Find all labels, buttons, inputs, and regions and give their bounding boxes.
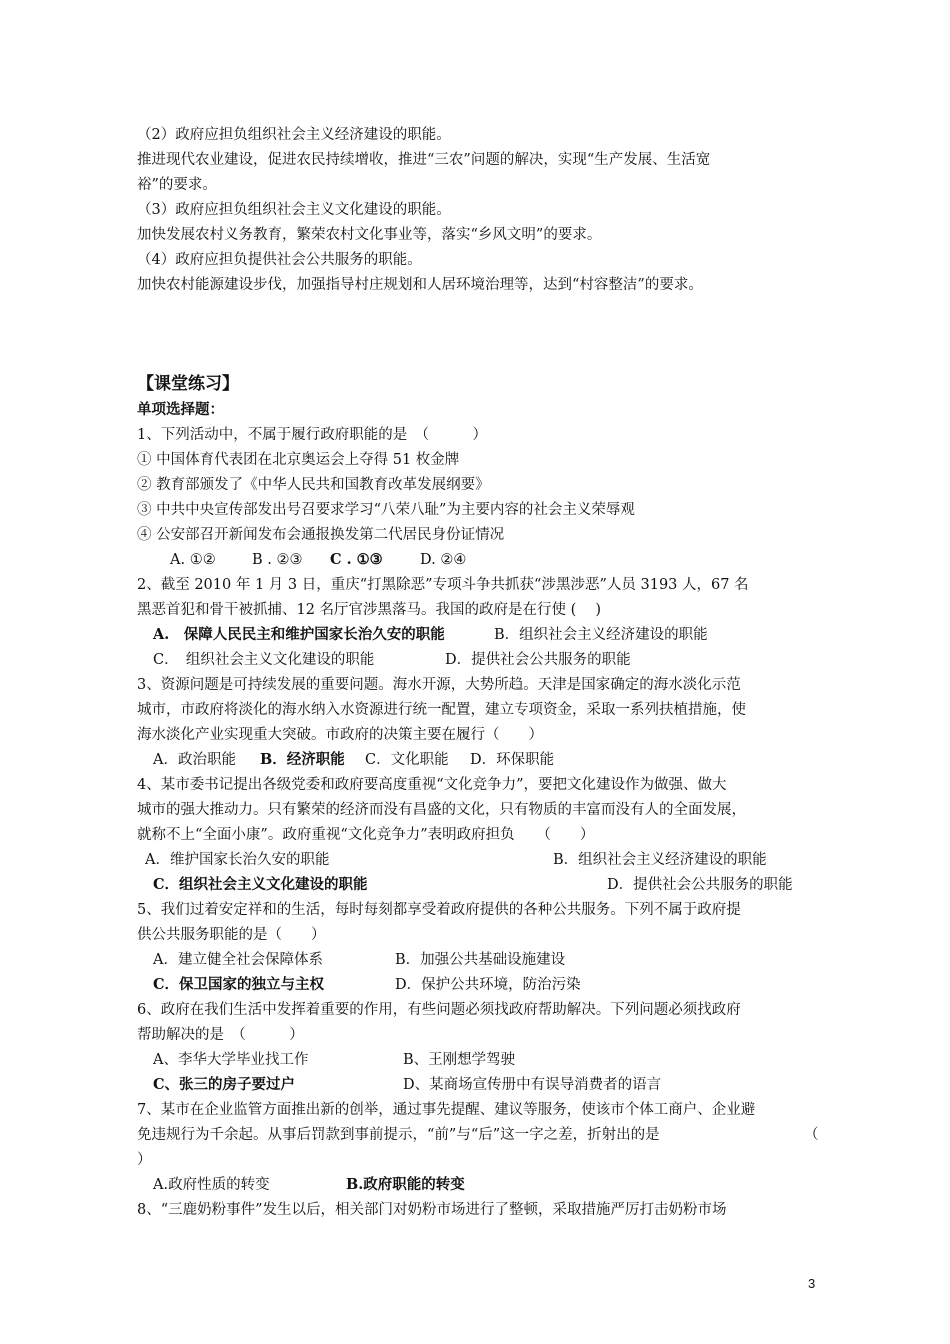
question-7-paren-close: ） [137, 1152, 152, 1168]
question-4-option-a: A．维护国家长治久安的职能 [145, 852, 330, 868]
question-1-stem: 1、下列活动中，不属于履行政府职能的是 （ ） [137, 427, 487, 443]
question-3-option-c: C．文化职能 [365, 752, 449, 768]
question-6-option-a: A、李华大学毕业找工作 [153, 1052, 309, 1068]
question-2-option-d: D．提供社会公共服务的职能 [445, 652, 631, 668]
section-4-body: 加快农村能源建设步伐，加强指导村庄规划和人居环境治理等，达到“村容整洁”的要求。 [137, 277, 703, 293]
question-1-item: ② 教育部颁发了《中华人民共和国教育改革发展纲要》 [137, 477, 490, 493]
question-5-option-d: D．保护公共环境，防治污染 [395, 977, 581, 993]
question-5-option-c: C．保卫国家的独立与主权 [153, 976, 325, 993]
question-5-option-b: B．加强公共基础设施建设 [395, 952, 566, 968]
question-7-paren-open: （ [804, 1127, 819, 1143]
question-1-option-c: C . ①③ [330, 551, 383, 568]
section-3-title: （3）政府应担负组织社会主义文化建设的职能。 [137, 202, 451, 218]
question-1-option-b: B . ②③ [252, 552, 303, 568]
question-3-stem: 3、资源问题是可持续发展的重要问题。海水开源，大势所趋。天津是国家确定的海水淡化示范 [137, 677, 741, 693]
question-6-option-b: B、王刚想学驾驶 [403, 1052, 516, 1068]
question-7-option-a: A.政府性质的转变 [153, 1177, 270, 1193]
question-3-stem-cont: 城市，市政府将淡化的海水纳入水资源进行统一配置，建立专项资金，采取一系列扶植措施，使 [137, 702, 746, 718]
question-4-option-b: B．组织社会主义经济建设的职能 [553, 852, 767, 868]
question-1-option-a: A. ①② [170, 552, 216, 568]
question-6-stem-cont: 帮助解决的是 （ ） [137, 1027, 304, 1043]
question-2-stem: 2、截至 2010 年 1 月 3 日，重庆“打黑除恶”专项斗争共抓获“涉黑涉恶”人员 3193 人，67 名 [137, 577, 749, 593]
question-6-option-d: D、某商场宣传册中有误导消费者的语言 [403, 1077, 662, 1093]
section-2-title: （2）政府应担负组织社会主义经济建设的职能。 [137, 127, 451, 143]
question-4-option-d: D．提供社会公共服务的职能 [607, 877, 793, 893]
question-2-option-a: A. 保障人民民主和维护国家长治久安的职能 [153, 626, 445, 643]
question-4-option-c: C．组织社会主义文化建设的职能 [153, 876, 368, 893]
question-1-option-d: D. ②④ [420, 552, 467, 568]
exercise-subheading: 单项选择题： [137, 402, 224, 418]
question-2-stem-cont: 黑恶首犯和骨干被抓捕、12 名厅官涉黑落马。我国的政府是在行使 ( ) [137, 602, 602, 618]
question-6-option-c: C、张三的房子要过户 [153, 1076, 296, 1093]
question-7-stem: 7、某市在企业监管方面推出新的创举，通过事先提醒、建议等服务，使该市个体工商户、企业避 [137, 1102, 756, 1118]
question-1-item: ④ 公安部召开新闻发布会通报换发第二代居民身份证情况 [137, 527, 505, 543]
question-1-item: ① 中国体育代表团在北京奥运会上夺得 51 枚金牌 [137, 452, 460, 468]
question-3-option-a: A．政治职能 [153, 752, 236, 768]
question-4-stem-cont: 就称不上“全面小康”。政府重视“文化竞争力”表明政府担负 （ ） [137, 827, 595, 843]
question-4-stem: 4、某市委书记提出各级党委和政府要高度重视“文化竞争力”，要把文化建设作为做强、做大 [137, 777, 727, 793]
question-4-stem-cont: 城市的强大推动力。只有繁荣的经济而没有昌盛的文化，只有物质的丰富而没有人的全面发展， [137, 802, 746, 818]
question-3-stem-cont: 海水淡化产业实现重大突破。市政府的决策主要在履行（ ） [137, 727, 543, 743]
question-5-stem-cont: 供公共服务职能的是（ ） [137, 927, 326, 943]
question-7-option-b: B.政府职能的转变 [346, 1176, 465, 1193]
question-3-option-d: D．环保职能 [470, 752, 555, 768]
question-2-option-b: B．组织社会主义经济建设的职能 [494, 627, 708, 643]
question-7-stem-cont: 免违规行为千余起。从事后罚款到事前提示，“前”与“后”这一字之差，折射出的是 [137, 1127, 660, 1143]
question-5-option-a: A．建立健全社会保障体系 [153, 952, 323, 968]
question-8-stem: 8、“三鹿奶粉事件”发生以后，相关部门对奶粉市场进行了整顿，采取措施严厉打击奶粉市场 [137, 1202, 727, 1218]
section-3-body: 加快发展农村义务教育，繁荣农村文化事业等，落实“乡风文明”的要求。 [137, 227, 602, 243]
section-4-title: （4）政府应担负提供社会公共服务的职能。 [137, 252, 422, 268]
question-3-option-b: B．经济职能 [260, 751, 345, 768]
section-2-body: 推进现代农业建设，促进农民持续增收，推进“三农”问题的解决，实现“生产发展、生活宽 [137, 152, 711, 168]
question-5-stem: 5、我们过着安定祥和的生活，每时每刻都享受着政府提供的各种公共服务。下列不属于政府提 [137, 902, 741, 918]
exercise-heading: 【课堂练习】 [137, 374, 239, 394]
question-2-option-c: C． 组织社会主义文化建设的职能 [153, 652, 375, 668]
section-2-body-cont: 裕”的要求。 [137, 177, 217, 193]
question-1-item: ③ 中共中央宣传部发出号召要求学习“八荣八耻”为主要内容的社会主义荣辱观 [137, 502, 635, 518]
page-number: 3 [808, 1276, 816, 1291]
question-6-stem: 6、政府在我们生活中发挥着重要的作用，有些问题必须找政府帮助解决。下列问题必须找政府 [137, 1002, 741, 1018]
